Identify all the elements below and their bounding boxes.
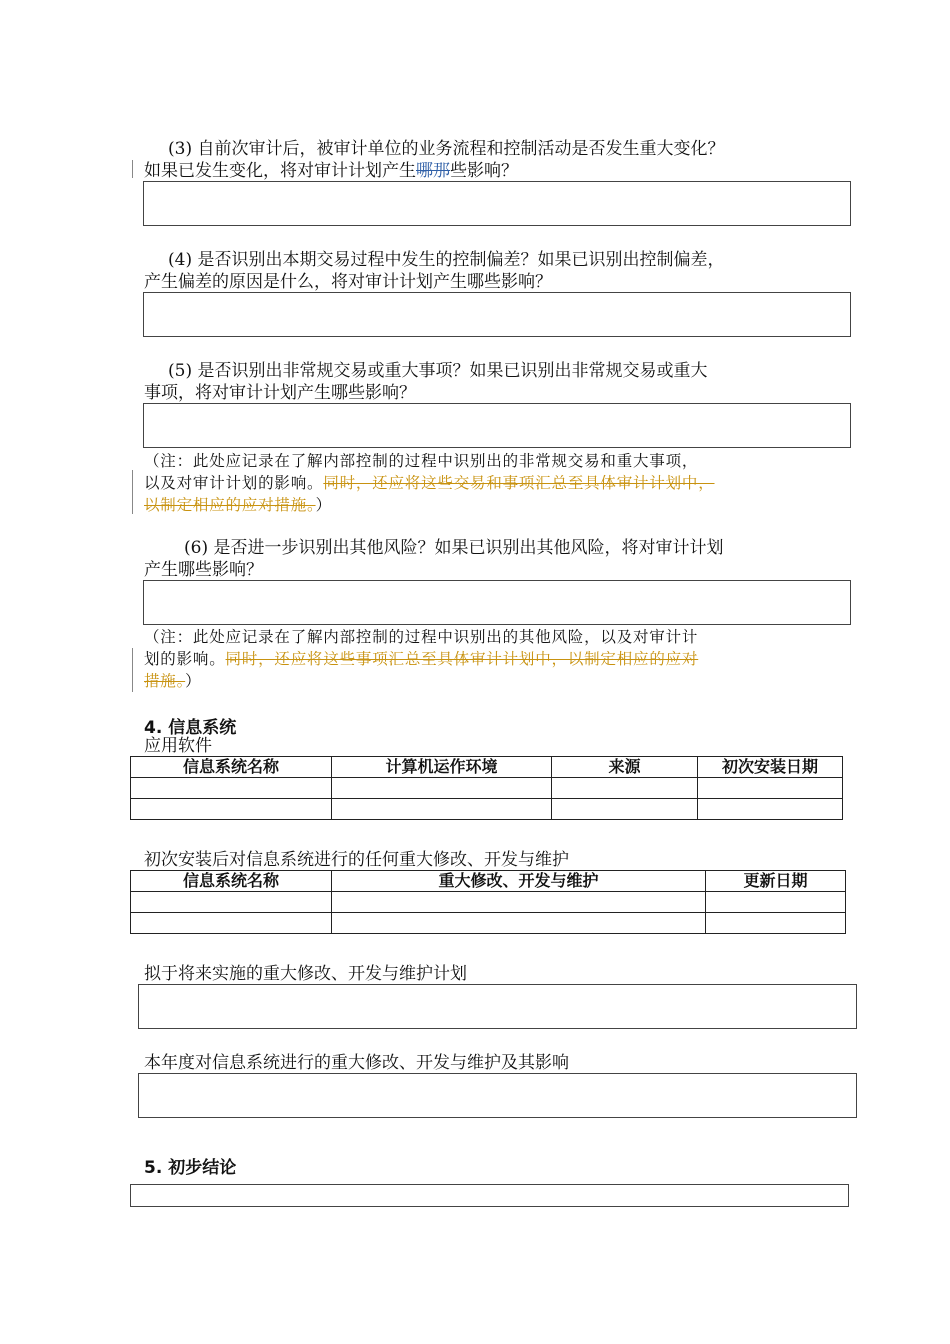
table-cell[interactable] — [131, 913, 332, 934]
q5-note-line2 — [144, 472, 715, 494]
q3-answer-box[interactable] — [143, 181, 851, 226]
q6-note-line3 — [144, 670, 201, 692]
change-bar — [132, 160, 133, 178]
current-year-label: 本年度对信息系统进行的重大修改、开发与维护及其影响 — [144, 1053, 569, 1073]
col-header-source: 来源 — [552, 757, 698, 778]
col-header-install-date: 初次安装日期 — [698, 757, 843, 778]
table-cell[interactable] — [332, 778, 552, 799]
table-cell[interactable] — [698, 799, 843, 820]
section5-heading: 5. 初步结论 — [144, 1158, 237, 1178]
application-software-table — [130, 756, 843, 820]
table-cell[interactable] — [131, 799, 332, 820]
q5-note-close: ） — [315, 496, 332, 514]
col-header-update-date: 更新日期 — [706, 871, 846, 892]
col-header-environment: 计算机运作环境 — [332, 757, 552, 778]
q5-note-line3 — [144, 494, 332, 516]
q6-text-line2: 产生哪些影响？ — [144, 560, 263, 580]
table-cell[interactable] — [706, 913, 846, 934]
q6-note-deleted-text: 同时，还应将这些事项汇总至具体审计计划中，以制定相应的应对 — [225, 650, 699, 668]
future-plan-box[interactable] — [138, 984, 857, 1029]
table-cell[interactable] — [131, 892, 332, 913]
q4-text-line2: 产生偏差的原因是什么，将对审计计划产生哪些影响？ — [144, 272, 552, 292]
q6-note-close: ） — [185, 672, 202, 690]
q6-note-line1: （注：此处应记录在了解内部控制的过程中识别出的其他风险，以及对审计计 — [144, 628, 699, 646]
q5-note-line1: （注：此处应记录在了解内部控制的过程中识别出的非常规交易和重大事项， — [144, 452, 699, 470]
q5-note-line2-pre: 以及对审计计划的影响。 — [144, 474, 324, 492]
section4-subheading: 应用软件 — [144, 736, 212, 756]
table-header-row — [131, 757, 843, 778]
current-year-box[interactable] — [138, 1073, 857, 1118]
table-row — [131, 913, 846, 934]
q5-note-deleted-text: 同时，还应将这些交易和事项汇总至具体审计计划中， — [323, 474, 715, 492]
q3-line2-pre: 如果已发生变化，将对审计计划产生 — [144, 161, 416, 181]
q3-text-line1: (3) 自前次审计后，被审计单位的业务流程和控制活动是否发生重大变化？ — [168, 139, 725, 159]
q6-note-line2 — [144, 648, 698, 670]
table-cell[interactable] — [332, 892, 706, 913]
q6-note-line2-pre: 划的影响。 — [144, 650, 226, 668]
table-cell[interactable] — [552, 799, 698, 820]
q5-text-line1: (5) 是否识别出非常规交易或重大事项？如果已识别出非常规交易或重大 — [168, 361, 708, 381]
section4-heading: 4. 信息系统 — [144, 718, 237, 738]
q6-text-line1: (6) 是否进一步识别出其他风险？如果已识别出其他风险，将对审计计划 — [184, 538, 724, 558]
table-row — [131, 892, 846, 913]
table-header-row — [131, 871, 846, 892]
future-plan-label: 拟于将来实施的重大修改、开发与维护计划 — [144, 964, 467, 984]
q4-answer-box[interactable] — [143, 292, 851, 337]
table-cell[interactable] — [698, 778, 843, 799]
q6-answer-box[interactable] — [143, 580, 851, 625]
change-bar — [132, 470, 133, 514]
table-cell[interactable] — [332, 799, 552, 820]
col-header-system-name: 信息系统名称 — [131, 757, 332, 778]
modification-table-caption: 初次安装后对信息系统进行的任何重大修改、开发与维护 — [144, 850, 569, 870]
table-row — [131, 778, 843, 799]
q5-note-deleted-text-2: 以制定相应的应对措施。 — [144, 496, 316, 514]
q4-text-line1: (4) 是否识别出本期交易过程中发生的控制偏差？如果已识别出控制偏差， — [168, 250, 725, 270]
table-cell[interactable] — [552, 778, 698, 799]
change-bar — [132, 648, 133, 692]
col-header-modifications: 重大修改、开发与维护 — [332, 871, 706, 892]
conclusion-box[interactable] — [130, 1184, 849, 1207]
q3-text-line2 — [144, 160, 518, 182]
q5-text-line2: 事项，将对审计计划产生哪些影响？ — [144, 383, 416, 403]
table-cell[interactable] — [332, 913, 706, 934]
q3-deleted-word: 哪那 — [416, 161, 450, 181]
q6-note-deleted-text-2: 措施。 — [144, 672, 186, 690]
q3-line2-post: 些影响？ — [450, 161, 518, 181]
q5-answer-box[interactable] — [143, 403, 851, 448]
table-row — [131, 799, 843, 820]
modification-table — [130, 870, 846, 934]
col-header-system-name: 信息系统名称 — [131, 871, 332, 892]
table-cell[interactable] — [706, 892, 846, 913]
table-cell[interactable] — [131, 778, 332, 799]
